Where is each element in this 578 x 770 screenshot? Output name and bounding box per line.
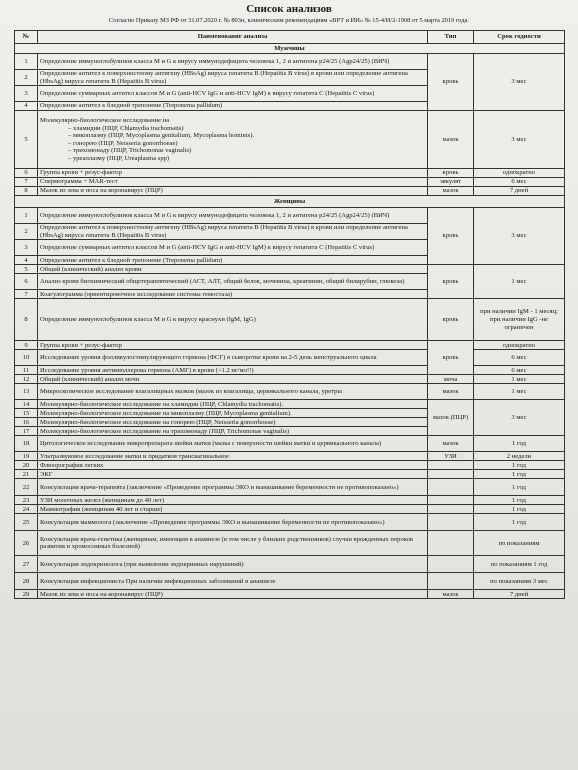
row-name: Консультация инфекциониста При наличии инфекционных заболеваний в анамнезе [38,573,428,590]
row-num: 16 [15,418,38,427]
row-name: Определение иммуноглобулинов класса M и G к вирусу иммунодефицита человека 1, 2 и антигена p24/25 (Agp24/25) (ВИЧ) [38,208,428,224]
row-validity: 7 дней [474,590,565,599]
row-name: Исследование уровня антимюллерова гормона (АМГ) в крови (>1.2 нг/мл!!) [38,366,428,375]
row-num: 24 [15,505,38,514]
row-name: Молекулярно-биологическое исследование на хламидии (ПЦР, Chlamydia trachomatis). [38,400,428,409]
row-type: моча [428,375,474,384]
row-name: Определение антител к поверхностному антигену (HBsAg) вируса гепатита В (Hepatitis B virus) в крови или определение антигена (HbsAg) вируса гепатита В (Hepatitis B virus) [38,224,428,240]
row-name: Консультация врача-терапевта (заключение «Проведение программы ЭКО и вынашивание беременности не противопоказано») [38,479,428,496]
table-row [15,111,565,169]
row-name: Определение антител к бледной трепонеме (Treponema pallidum) [38,102,428,111]
row-name: Общий (клинический) анализ мочи [38,375,428,384]
row-num: 26 [15,531,38,556]
table-row [15,556,565,573]
table-row [15,178,565,187]
row-type: кровь [428,169,474,178]
list-item: – хламидии (ПЦР, Chlamydia trachomatis) [68,125,425,133]
row-type: кровь [428,299,474,341]
row-num: 9 [15,341,38,350]
row-name: Анализ крови биохимический общетерапевтический (АСТ, АЛТ, общий белок, мочевина, креатинин, общий билирубин, глюкоза) [38,274,428,290]
row-name: Определение антител к бледной трепонеме (Treponema pallidum) [38,256,428,265]
table-row [15,531,565,556]
table-row [15,573,565,590]
row-validity: 1 год [474,436,565,452]
row-type [428,461,474,470]
row-name: УЗИ молочных желез (женщинам до 40 лет) [38,496,428,505]
row-type: мазок [428,384,474,400]
row-validity: 1 год [474,470,565,479]
row-type [428,496,474,505]
section-title-men: Мужчины [15,44,565,54]
table-row [15,452,565,461]
header-type: Тип [428,31,474,44]
row-num: 20 [15,461,38,470]
row-num: 1 [15,208,38,224]
row-num: 2 [15,70,38,86]
row-name: Консультация врача-генетика (женщинам, имеющим в анамнезе (в том числе у близких родственников) случаи врожденных пороков развития и хромосомных болезней) [38,531,428,556]
row-name: Ультразвуковое исследование матки и придатков трансвагинальное [38,452,428,461]
row-num: 3 [15,86,38,102]
table-row [15,265,565,274]
table-row [15,366,565,375]
row-name: ЭКГ [38,470,428,479]
header-name: Наименование анализа [38,31,428,44]
row-num: 14 [15,400,38,409]
row-num: 2 [15,224,38,240]
row-type: мазок [428,436,474,452]
row-num: 6 [15,169,38,178]
list-item: – уреаплазму (ПЦР, Ureaplasma spp) [68,155,425,163]
row-num: 8 [15,299,38,341]
row-type [428,573,474,590]
row-validity: однократно [474,341,565,350]
row-num: 10 [15,350,38,366]
table-row [15,496,565,505]
row-name: Маммография (женщинам 40 лет и старше) [38,505,428,514]
row-num: 4 [15,102,38,111]
row-validity: однократно [474,169,565,178]
row-validity: 1 год [474,461,565,470]
row-num: 11 [15,366,38,375]
section-row-women [15,196,565,208]
row-num: 5 [15,265,38,274]
row-name: Консультация маммолога (заключение «Проведение программы ЭКО и вынашивание беременности не противопоказано») [38,514,428,531]
row-name: Определение суммарных антител классов M и G (anti-HCV IgG и anti-HCV IgM) к вирусу гепатита С (Hepatitis C virus) [38,86,428,102]
row-name: Флюорография легких [38,461,428,470]
row-type: кровь [428,341,474,375]
row-validity: 6 мес [474,350,565,366]
table-row [15,375,565,384]
header-num: № [15,31,38,44]
row-num: 8 [15,187,38,196]
row-type [428,531,474,556]
row-type: мазок (ПЦР) [428,400,474,436]
table-row [15,208,565,224]
row-type: УЗИ [428,452,474,461]
row-type: эякулят [428,178,474,187]
row-num: 28 [15,573,38,590]
row-type [428,505,474,514]
row-name-lead: Молекулярно-биологическое исследование на [40,116,170,124]
row-validity: 2 недели [474,452,565,461]
table-row [15,436,565,452]
row-name: Определение суммарных антител классов M и G (anti-HCV IgG и anti-HCV IgM) к вирусу гепатита С (Hepatitis C virus) [38,240,428,256]
row-name: Определение иммуноглобулинов класса M и G к вирусу иммунодефицита человека 1, 2 и антигена p24/25 (Agp24/25) (ВИЧ) [38,54,428,70]
row-validity: 1 мес [474,375,565,384]
row-type: кровь [428,208,474,265]
table-row [15,187,565,196]
row-validity: 3 мес [474,400,565,436]
row-validity: по показаниям [474,531,565,556]
row-name: Определение антител к поверхностному антигену (HBsAg) вируса гепатита В (Hepatitis B virus) в крови или определение антигена (HbsAg) вируса гепатита В (Hepatitis B virus) [38,70,428,86]
row-name: Консультация эндокринолога (при выявлении эндокринных нарушений) [38,556,428,573]
row-num: 27 [15,556,38,573]
table-row [15,384,565,400]
row-validity: по показаниям 1 год [474,556,565,573]
row-name: Общий (клинический) анализ крови [38,265,428,274]
row-num: 7 [15,178,38,187]
section-title-women: Женщины [15,196,565,208]
row-name: Мазок из зева и носа на коронавирус (ПЦР) [38,187,428,196]
table-header-row [15,31,565,44]
row-validity: 6 мес [474,366,565,375]
table-row [15,299,565,341]
row-num: 1 [15,54,38,70]
row-name: Исследование уровня фолликулостимулирующего гормона (ФСГ) в сыворотке крови на 2-5 день менструального цикла [38,350,428,366]
section-row-men [15,44,565,54]
row-name: Молекулярно-биологическое исследование на гонорею (ПЦР, Neisseria gonorrhoeae) [38,418,428,427]
table-row [15,54,565,70]
row-num: 21 [15,470,38,479]
row-num: 7 [15,290,38,299]
row-num: 23 [15,496,38,505]
table-row [15,590,565,599]
row-type: мазок [428,111,474,169]
row-num: 12 [15,375,38,384]
row-validity: 1 год [474,479,565,496]
list-item: – гонорею (ПЦР, Neisseria gonorrhoeae) [68,140,425,148]
row-name: Молекулярно-биологическое исследование на микоплазму (ПЦР, Mycoplasma genitalium). [38,409,428,418]
row-num: 6 [15,274,38,290]
row-type [428,556,474,573]
row-type: мазок [428,187,474,196]
row-num: 25 [15,514,38,531]
row-name: Молекулярно-биологическое исследование на трихомонаду (ПЦР, Trichomonas vaginalis) [38,427,428,436]
row-type [428,479,474,496]
row-validity: 7 дней [474,187,565,196]
row-validity: 3 мес [474,111,565,169]
row-num: 4 [15,256,38,265]
row-num: 19 [15,452,38,461]
row-validity: 1 год [474,496,565,505]
row-name: Коагулограмма (ориентировочное исследование системы гемостаза) [38,290,428,299]
table-row [15,341,565,350]
row-type: кровь [428,265,474,299]
row-validity: при наличии IgM - 1 месяц; при наличии IgG -не ограничен [474,299,565,341]
row-validity: 1 год [474,514,565,531]
row-name: Микроскопическое исследование влагалищных мазков (мазок из влагалища, цервикального канала, уретры [38,384,428,400]
row-type [428,470,474,479]
table-row [15,461,565,470]
row-num: 29 [15,590,38,599]
table-row [15,505,565,514]
row-validity: 1 мес [474,384,565,400]
row-num: 17 [15,427,38,436]
table-row [15,514,565,531]
row-name: Группа крови + резус-фактор [38,169,428,178]
row-validity: по показаниям 3 мес [474,573,565,590]
row-num: 18 [15,436,38,452]
row-name: Цитологическое исследование микропрепарата шейки матки (мазка с поверхности шейки матки и цервикального канала) [38,436,428,452]
table-row [15,479,565,496]
document-subtitle: Согласно Приказу МЗ РФ от 31.07.2020 г. № 803н, клиническим рекомендациям «ВРТ и ИИ» № 15-4/И/2-1908 от 5 марта 2019 года. [109,17,469,24]
pcr-list [40,125,425,163]
header-validity: Срок годности [474,31,565,44]
table-row [15,470,565,479]
list-item: – микоплазму (ПЦР, Mycoplasma genitalium, Mycoplasma hominis). [68,132,425,140]
row-validity: 1 мес [474,265,565,299]
document-title: Список анализов [246,3,332,15]
row-name [38,111,428,169]
row-validity: 1 год [474,505,565,514]
table-row [15,400,565,409]
row-num: 13 [15,384,38,400]
row-name: Спермограмма + MAR-тест [38,178,428,187]
row-validity: 3 мес [474,208,565,265]
table-row [15,350,565,366]
row-num: 5 [15,111,38,169]
row-validity: 6 мес [474,178,565,187]
row-type: кровь [428,54,474,111]
table-row [15,169,565,178]
row-name: Группа крови + резус-фактор [38,341,428,350]
row-type: мазок [428,590,474,599]
list-item: – трихомонаду (ПЦР, Trichomonas vaginalis) [68,147,425,155]
row-name: Определение иммуноглобулинов класса M и G к вирусу краснухи (IgM, IgG) [38,299,428,341]
row-validity: 3 мес [474,54,565,111]
row-name: Мазок из зева и носа на коронавирус (ПЦР) [38,590,428,599]
analysis-table [14,30,565,599]
row-num: 22 [15,479,38,496]
row-num: 15 [15,409,38,418]
row-num: 3 [15,240,38,256]
row-type [428,514,474,531]
